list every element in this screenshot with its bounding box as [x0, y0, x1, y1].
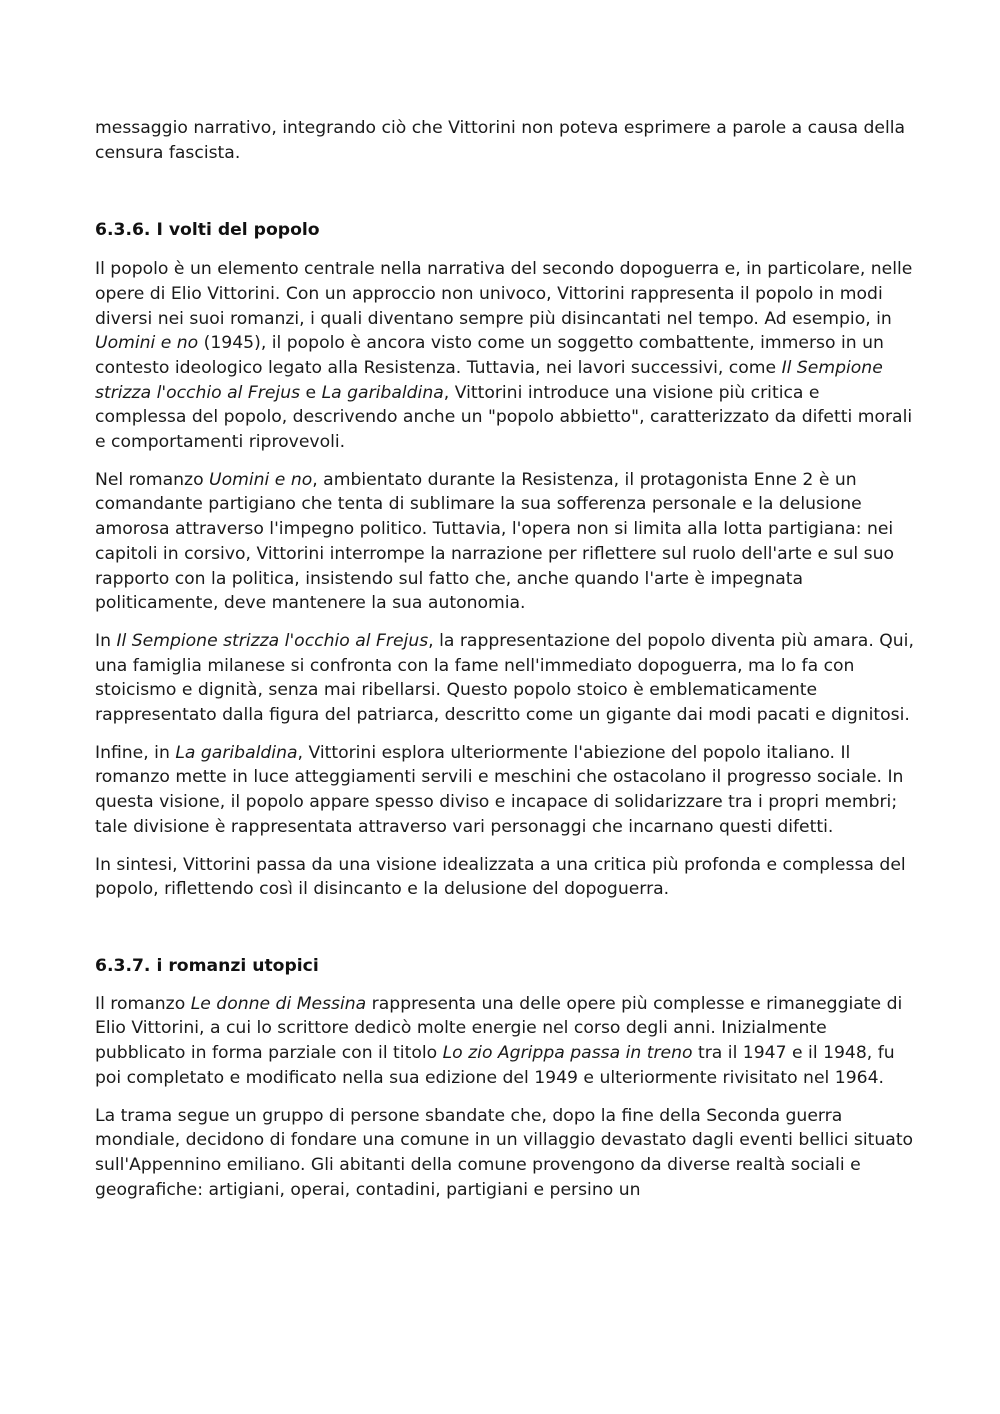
text-run: tra il 1947 e il 1948, fu poi completato e modificato nella sua edizione del 1949 e ulteriormente rivisitato nel 1964.	[95, 1043, 895, 1088]
text-run: (1945), il popolo è ancora visto come un soggetto combattente, immerso in un contesto ideologico legato alla Resistenza. Tuttavia, nei lavori successivi, come	[95, 333, 884, 378]
italic-title-zio-agrippa: Lo zio Agrippa passa in treno	[442, 1043, 693, 1064]
italic-title-garibaldina: La garibaldina	[175, 742, 298, 763]
paragraph-popolo-intro	[95, 257, 915, 455]
paragraph-garibaldina	[95, 741, 915, 840]
text-run: , la rappresentazione del popolo diventa più amara. Qui, una famiglia milanese si confronta con la fame nell'immediato dopoguerra, ma lo fa con stoicismo e dignità, senza mai ribellarsi. Questo popolo stoico è emblematicamente rappresentato dalla figura del patriarca, descritto come un gigante dai modi pacati e dignitosi.	[95, 630, 914, 726]
paragraph-trama: La trama segue un gruppo di persone sbandate che, dopo la fine della Seconda guerra mondiale, decidono di fondare una comune in un villaggio devastato dagli eventi bellici situato sull'Appennino emiliano. Gli abitanti della comune provengono da diverse realtà sociali e geografiche: artigiani, operai, contadini, partigiani e persino un	[95, 1105, 914, 1200]
text-run: , Vittorini introduce una visione più critica e complessa del popolo, descrivendo anche un "popolo abbietto", caratterizzato da difetti morali e comportamenti riprovevoli.	[95, 382, 913, 453]
text-run: Il romanzo	[95, 993, 191, 1014]
text-run: e	[300, 382, 322, 403]
italic-title-garibaldina: La garibaldina	[321, 382, 444, 403]
intro-paragraph: messaggio narrativo, integrando ciò che Vittorini non poteva esprimere a parole a causa della censura fascista.	[95, 118, 906, 163]
text-run: Nel romanzo	[95, 469, 210, 490]
italic-title-sempione: Il Sempione strizza l'occhio al Frejus	[116, 630, 429, 651]
paragraph-uomini-e-no	[95, 468, 915, 616]
text-run: , Vittorini esplora ulteriormente l'abiezione del popolo italiano. Il romanzo mette in luce atteggiamenti servili e meschini che ostacolano il progresso sociale. In questa visione, il popolo appare spesso diviso e incapace di solidarizzare tra i propri membri; tale divisione è rappresentata attraverso vari personaggi che incarnano questi difetti.	[95, 742, 904, 837]
italic-title-uomini-e-no: Uomini e no	[95, 333, 199, 354]
text-run: Infine, in	[95, 742, 176, 763]
section-heading-volti-del-popolo: 6.3.6. I volti del popolo	[95, 220, 320, 241]
text-run: In	[95, 630, 117, 651]
italic-title-uomini-e-no: Uomini e no	[209, 469, 313, 490]
text-run: rappresenta una delle opere più complesse e rimaneggiate di Elio Vittorini, a cui lo scrittore dedicò molte energie nel corso degli anni. Inizialmente pubblicato in forma parziale con il titolo	[95, 993, 903, 1064]
text-run: , ambientato durante la Resistenza, il protagonista Enne 2 è un comandante partigiano che tenta di sublimare la sua sofferenza personale e la delusione amorosa attraverso l'impegno politico. Tuttavia, l'opera non si limita alla lotta partigiana: nei capitoli in corsivo, Vittorini interrompe la narrazione per riflettere sul ruolo dell'arte e sul suo rapporto con la politica, insistendo sul fatto che, anche quando l'arte è impegnata politicamente, deve mantenere la sua autonomia.	[95, 469, 894, 614]
paragraph-donne-di-messina	[95, 992, 915, 1091]
italic-title-sempione: Il Sempione strizza l'occhio al Frejus	[95, 357, 883, 403]
section-heading-romanzi-utopici: 6.3.7. i romanzi utopici	[95, 955, 319, 976]
italic-title-donne-di-messina: Le donne di Messina	[190, 993, 367, 1014]
paragraph-sempione	[95, 629, 915, 728]
paragraph-sintesi: In sintesi, Vittorini passa da una visione idealizzata a una critica più profonda e complessa del popolo, riflettendo così il disincanto e la delusione del dopoguerra.	[95, 854, 906, 900]
text-run: Il popolo è un elemento centrale nella narrativa del secondo dopoguerra e, in particolare, nelle opere di Elio Vittorini. Con un approccio non univoco, Vittorini rappresenta il popolo in modi diversi nei suoi romanzi, i quali diventano sempre più disincantati nel tempo. Ad esempio, in	[95, 259, 913, 329]
document-page	[95, 116, 915, 1215]
